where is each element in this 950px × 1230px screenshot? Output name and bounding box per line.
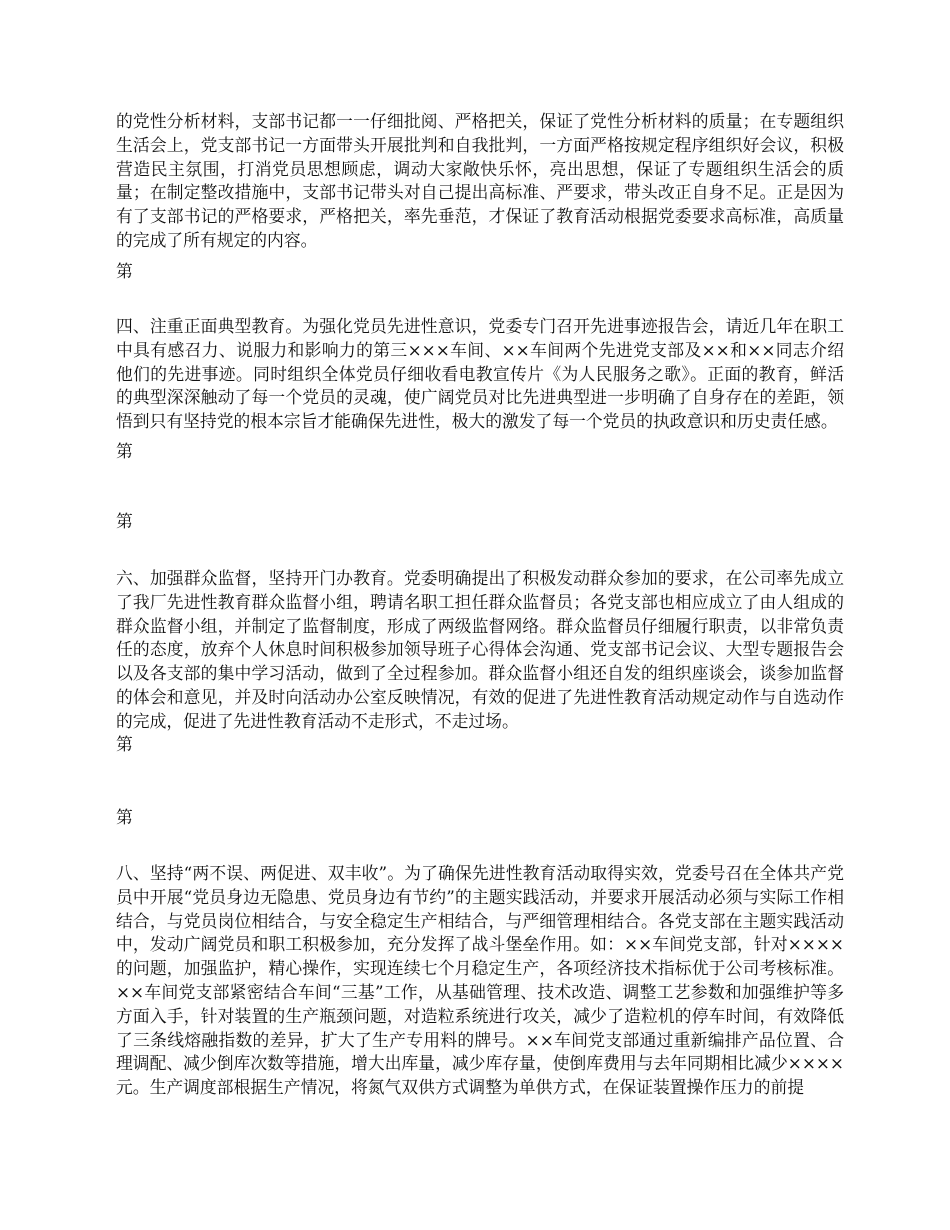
- section-marker: 第: [116, 807, 133, 827]
- paragraph-section-four: 四、注重正面典型教育。为强化党员先进性意识，党委专门召开先进事迹报告会，请近几年在职工中具有感召力、说服力和影响力的第三×××车间、××车间两个先进党支部及××和××同志介绍他们的先进事迹。同时组织全体党员仔细收看电教宣传片《为人民服务之歌》。正面的教育，鲜活的典型深深触动了每一个党员的灵魂，使广阔党员对比先进典型进一步明确了自身存在的差距，领悟到只有坚持党的根本宗旨才能确保先进性，极大的激发了每一个党员的执政意识和历史责任感。: [116, 316, 844, 432]
- paragraph-party-analysis: 的党性分析材料，支部书记都一一仔细批阅、严格把关，保证了党性分析材料的质量；在专题组织生活会上，党支部书记一方面带头开展批判和自我批判，一方面严格按规定程序组织好会议，积极营造民主氛围，打消党员思想顾虑，调动大家敞快乐怀，亮出思想，保证了专题组织生活会的质量；在制定整改措施中，支部书记带头对自己提出高标准、严要求，带头改正自身不足。正是因为有了支部书记的严格要求，严格把关，率先垂范，才保证了教育活动根据党委要求高标准，高质量的完成了所有规定的内容。: [116, 111, 844, 250]
- paragraph-section-six: 六、加强群众监督，坚持开门办教育。党委明确提出了积极发动群众参加的要求，在公司率先成立了我厂先进性教育群众监督小组，聘请名职工担任群众监督员；各党支部也相应成立了由人组成的群众监督小组，并制定了监督制度，形成了两级监督网络。群众监督员仔细履行职责，以非常负责任的态度，放弃个人休息时间积极参加领导班子心得体会沟通、党支部书记会议、大型专题报告会以及各支部的集中学习活动，做到了全过程参加。群众监督小组还自发的组织座谈会，谈参加监督的体会和意见，并及时向活动办公室反映情况，有效的促进了先进性教育活动规定动作与自选动作的完成，促进了先进性教育活动不走形式，不走过场。: [116, 568, 844, 731]
- paragraph-section-eight: 八、坚持“两不误、两促进、双丰收”。为了确保先进性教育活动取得实效，党委号召在全体共产党员中开展“党员身边无隐患、党员身边有节约”的主题实践活动，并要求开展活动必须与实际工作相结合，与党员岗位相结合，与安全稳定生产相结合，与严细管理相结合。各党支部在主题实践活动中，发动广阔党员和职工积极参加，充分发挥了战斗堡垒作用。如：××车间党支部，针对××××的问题，加强监护，精心操作，实现连续七个月稳定生产，各项经济技术指标优于公司考核标准。××车间党支部紧密结合车间“三基”工作，从基础管理、技术改造、调整工艺参数和加强维护等多方面入手，针对装置的生产瓶颈问题，对造粒系统进行攻关，减少了造粒机的停车时间，有效降低了三条线熔融指数的差异，扩大了生产专用料的牌号。××车间党支部通过重新编排产品位置、合理调配、减少倒库次数等措施，增大出库量，减少库存量，使倒库费用与去年同期相比减少××××元。生产调度部根据生产情况，将氮气双供方式调整为单供方式，在保证装置操作压力的前提: [116, 863, 844, 1098]
- section-marker: 第: [116, 441, 133, 461]
- section-marker: 第: [116, 261, 133, 281]
- section-marker: 第: [116, 511, 133, 531]
- section-marker: 第: [116, 734, 133, 754]
